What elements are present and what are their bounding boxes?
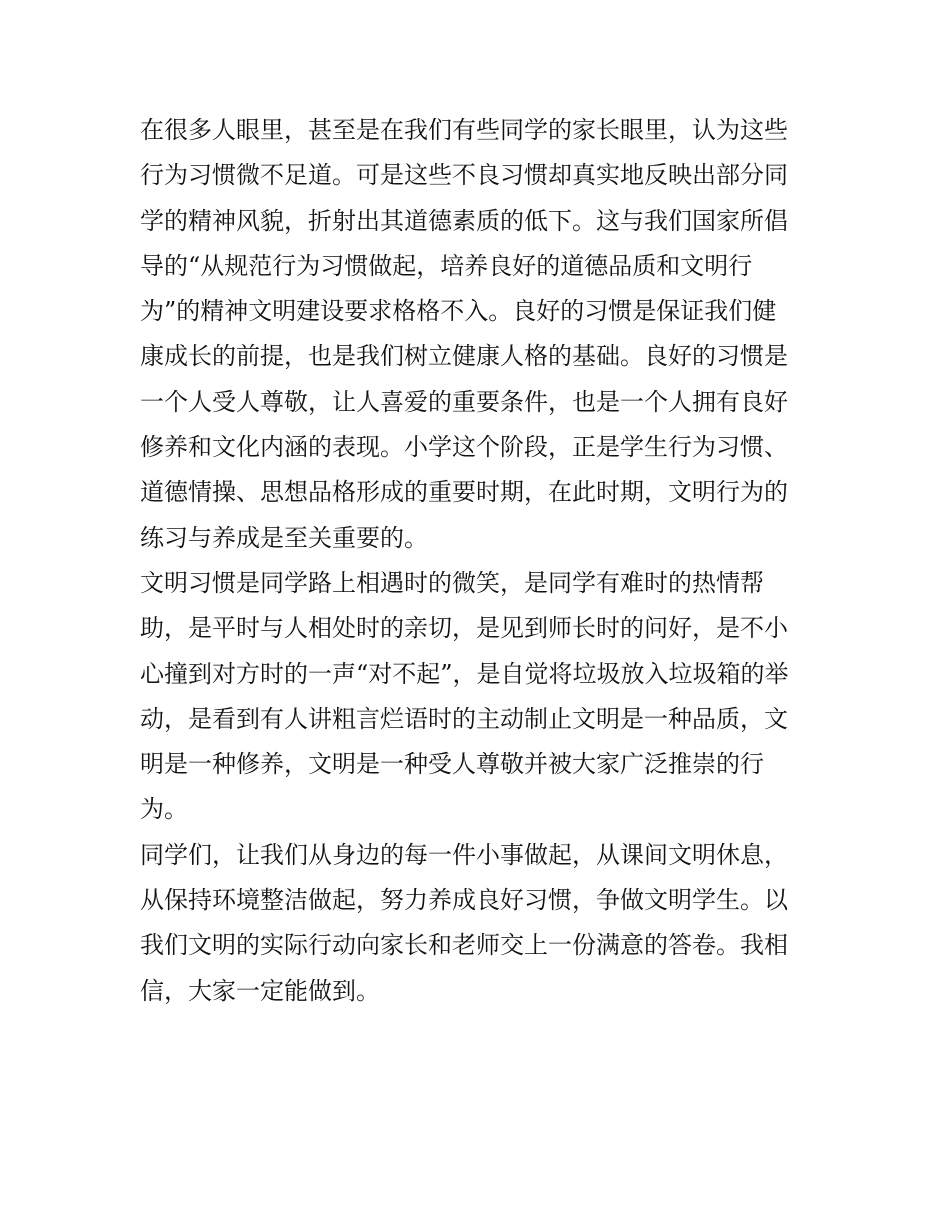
text-line: 一个人受人尊敬，让人喜爱的重要条件，也是一个人拥有良好 <box>140 387 788 416</box>
text-line: 从保持环境整洁做起，努力养成良好习惯，争做文明学生。以 <box>140 886 788 915</box>
text-line: 康成长的前提，也是我们树立健康人格的基础。良好的习惯是 <box>140 342 788 371</box>
text-line: 同学们，让我们从身边的每一件小事做起，从课间文明休息， <box>140 840 788 869</box>
text-line: 行为习惯微不足道。可是这些不良习惯却真实地反映出部分同 <box>140 161 788 190</box>
text-line: 学的精神风貌，折射出其道德素质的低下。这与我们国家所倡 <box>140 206 788 235</box>
text-line: 道德情操、思想品格形成的重要时期，在此时期，文明行为的 <box>140 478 788 507</box>
text-line: 练习与养成是至关重要的。 <box>140 523 428 552</box>
text-line: 为”的精神文明建设要求格格不入。良好的习惯是保证我们健 <box>140 297 777 326</box>
text-line: 信，大家一定能做到。 <box>140 976 380 1005</box>
text-line: 助，是平时与人相处时的亲切，是见到师长时的问好，是不小 <box>140 614 788 643</box>
text-line: 动，是看到有人讲粗言烂语时的主动制止文明是一种品质，文 <box>140 704 788 733</box>
text-line: 修养和文化内涵的表现。小学这个阶段，正是学生行为习惯、 <box>140 433 788 462</box>
text-line: 在很多人眼里，甚至是在我们有些同学的家长眼里，认为这些 <box>140 116 788 144</box>
text-line: 心撞到对方时的一声“对不起”，是自觉将垃圾放入垃圾箱的举 <box>140 659 789 688</box>
body-text <box>140 108 820 1014</box>
text-line: 导的“从规范行为习惯做起，培养良好的道德品质和文明行 <box>140 251 753 280</box>
text-line: 明是一种修养，文明是一种受人尊敬并被大家广泛推崇的行 <box>140 750 764 779</box>
text-line: 我们文明的实际行动向家长和老师交上一份满意的答卷。我相 <box>140 931 788 960</box>
text-line: 文明习惯是同学路上相遇时的微笑，是同学有难时的热情帮 <box>140 568 764 597</box>
text-line: 为。 <box>140 795 188 824</box>
